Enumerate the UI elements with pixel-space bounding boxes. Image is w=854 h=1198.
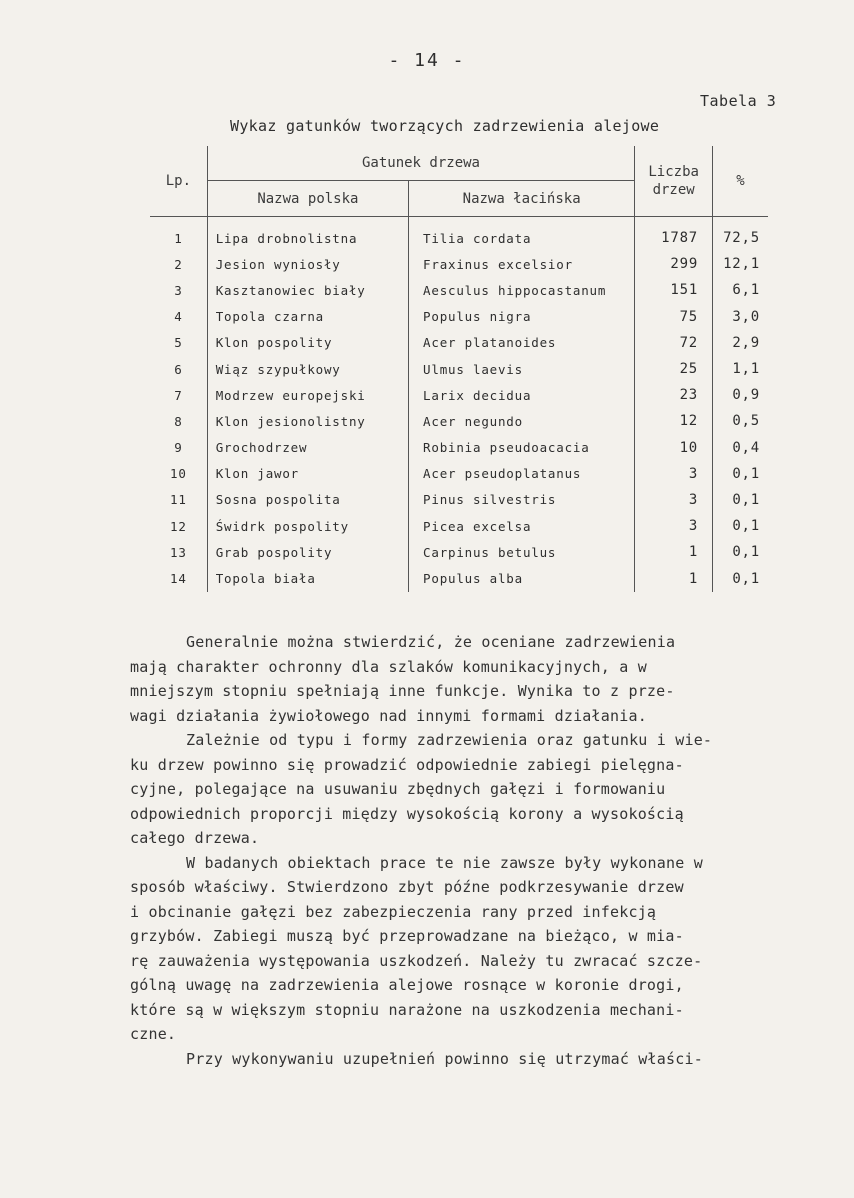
cell-count: 75: [635, 304, 713, 330]
cell-count: 25: [635, 356, 713, 382]
cell-latin-name: Robinia pseudoacacia: [409, 435, 635, 461]
cell-percent: 0,1: [732, 518, 760, 535]
cell-polish-name: Klon jesionolistny: [207, 408, 408, 434]
cell-polish-name: Topola biała: [207, 565, 408, 591]
cell-latin-name: Acer pseudoplatanus: [409, 461, 635, 487]
cell-lp: 5: [174, 335, 183, 351]
cell-count: 299: [635, 251, 713, 277]
cell-polish-name: Świdrk pospolity: [207, 513, 408, 539]
table-row: [150, 382, 768, 408]
cell-count: 3: [635, 487, 713, 513]
cell-latin-name: Pinus silvestris: [409, 487, 635, 513]
cell-percent: 12,1: [723, 256, 760, 273]
cell-percent: 2,9: [732, 334, 760, 351]
cell-polish-name: Topola czarna: [207, 304, 408, 330]
cell-latin-name: Aesculus hippocastanum: [409, 277, 635, 303]
text-line: gólną uwagę na zadrzewienia alejowe rosnące w koronie drogi,: [130, 976, 684, 994]
cell-percent: 0,4: [732, 439, 760, 456]
text-line: W badanych obiektach prace te nie zawsze były wykonane w: [186, 853, 703, 872]
text-line: czne.: [130, 1025, 177, 1043]
cell-polish-name: Grab pospolity: [207, 539, 408, 565]
table-row: [150, 513, 768, 539]
cell-percent: 1,1: [732, 361, 760, 378]
table-row: [150, 330, 768, 356]
cell-lp: 14: [170, 571, 187, 587]
table-row: [150, 461, 768, 487]
cell-latin-name: Tilia cordata: [409, 217, 635, 252]
table-row: [150, 356, 768, 382]
cell-latin-name: Picea excelsa: [409, 513, 635, 539]
cell-lp: 4: [174, 309, 183, 325]
header-count: Liczba drzew: [635, 146, 713, 217]
table-row: [150, 217, 768, 252]
text-line: cyjne, polegające na usuwaniu zbędnych gałęzi i formowaniu: [130, 780, 666, 798]
paragraph: [130, 728, 800, 851]
table-row: [150, 408, 768, 434]
cell-percent: 3,0: [732, 308, 760, 325]
text-line: ku drzew powinno się prowadzić odpowiednie zabiegi pielęgna-: [130, 755, 684, 774]
header-species: Gatunek drzewa: [207, 146, 635, 181]
table-row: [150, 565, 768, 591]
header-lp: Lp.: [150, 146, 207, 217]
cell-latin-name: Acer negundo: [409, 408, 635, 434]
cell-percent: 0,9: [732, 387, 760, 404]
text-line: sposób właściwy. Stwierdzono zbyt późne podkrzesywanie drzew: [130, 878, 684, 896]
cell-count: 10: [635, 435, 713, 461]
text-line: mniejszym stopniu spełniają inne funkcje. Wynika to z prze-: [130, 682, 675, 700]
table-row: [150, 304, 768, 330]
paragraph: [130, 851, 800, 1047]
text-line: całego drzewa.: [130, 829, 260, 847]
paragraph: [130, 1047, 800, 1072]
table-body: [150, 217, 768, 592]
text-line: wagi działania żywiołowego nad innymi formami działania.: [130, 706, 647, 725]
table-row: [150, 487, 768, 513]
cell-polish-name: Sosna pospolita: [207, 487, 408, 513]
cell-lp: 7: [174, 387, 183, 403]
text-line: mają charakter ochronny dla szlaków komunikacyjnych, a w: [130, 657, 647, 676]
cell-polish-name: Lipa drobnolistna: [207, 217, 408, 252]
cell-latin-name: Larix decidua: [409, 382, 635, 408]
cell-lp: 3: [174, 282, 183, 298]
text-line: grzybów. Zabiegi muszą być przeprowadzane na bieżąco, w mia-: [130, 927, 684, 945]
cell-count: 1: [635, 565, 713, 591]
cell-percent: 0,5: [732, 413, 760, 430]
cell-lp: 10: [170, 466, 187, 482]
cell-count: 151: [635, 277, 713, 303]
cell-count: 12: [635, 408, 713, 434]
cell-lp: 2: [174, 256, 183, 272]
cell-polish-name: Klon pospolity: [207, 330, 408, 356]
cell-lp: 1: [174, 230, 183, 246]
table-row: [150, 435, 768, 461]
cell-count: 23: [635, 382, 713, 408]
cell-percent: 72,5: [723, 230, 760, 247]
cell-percent: 0,1: [732, 570, 760, 587]
cell-count: 1787: [635, 217, 713, 252]
cell-latin-name: Fraxinus excelsior: [409, 251, 635, 277]
header-percent: %: [713, 146, 768, 217]
cell-polish-name: Modrzew europejski: [207, 382, 408, 408]
cell-lp: 11: [170, 492, 187, 508]
cell-latin-name: Carpinus betulus: [409, 539, 635, 565]
text-line: Generalnie można stwierdzić, że oceniane zadrzewienia: [186, 633, 676, 651]
table-title: Wykaz gatunków tworzących zadrzewienia alejowe: [230, 117, 660, 135]
header-polish-name: Nazwa polska: [207, 181, 408, 217]
table-row: [150, 539, 768, 565]
cell-lp: 9: [174, 440, 183, 456]
cell-percent: 6,1: [732, 282, 760, 299]
cell-count: 3: [635, 461, 713, 487]
text-line: które są w większym stopniu narażone na uszkodzenia mechani-: [130, 1000, 684, 1019]
cell-latin-name: Populus alba: [409, 565, 635, 591]
species-table: [150, 146, 768, 592]
cell-lp: 12: [170, 518, 187, 534]
cell-percent: 0,1: [732, 544, 760, 561]
cell-polish-name: Wiąz szypułkowy: [207, 356, 408, 382]
text-line: i obcinanie gałęzi bez zabezpieczenia rany przed infekcją: [130, 902, 657, 921]
text-line: Przy wykonywaniu uzupełnień powinno się utrzymać właści-: [186, 1049, 703, 1068]
cell-percent: 0,1: [732, 465, 760, 482]
cell-polish-name: Jesion wyniosły: [207, 251, 408, 277]
paragraph: [130, 630, 800, 728]
cell-latin-name: Ulmus laevis: [409, 356, 635, 382]
cell-count: 72: [635, 330, 713, 356]
cell-lp: 8: [174, 413, 183, 429]
text-line: Zależnie od typu i formy zadrzewienia oraz gatunku i wie-: [186, 731, 713, 749]
text-line: odpowiednich proporcji między wysokością korony a wysokością: [130, 804, 684, 823]
text-line: rę zauważenia występowania uszkodzeń. Należy tu zwracać szcze-: [130, 951, 703, 970]
cell-lp: 13: [170, 544, 187, 560]
page-number: - 14 -: [388, 50, 466, 71]
cell-lp: 6: [174, 361, 183, 377]
table-row: [150, 251, 768, 277]
cell-latin-name: Acer platanoides: [409, 330, 635, 356]
cell-polish-name: Kasztanowiec biały: [207, 277, 408, 303]
cell-count: 3: [635, 513, 713, 539]
cell-latin-name: Populus nigra: [409, 304, 635, 330]
cell-count: 1: [635, 539, 713, 565]
table-row: [150, 277, 768, 303]
header-latin-name: Nazwa łacińska: [409, 181, 635, 217]
table-label: Tabela 3: [700, 92, 777, 110]
body-text: [130, 630, 800, 1071]
cell-polish-name: Grochodrzew: [207, 435, 408, 461]
cell-percent: 0,1: [732, 491, 760, 508]
cell-polish-name: Klon jawor: [207, 461, 408, 487]
